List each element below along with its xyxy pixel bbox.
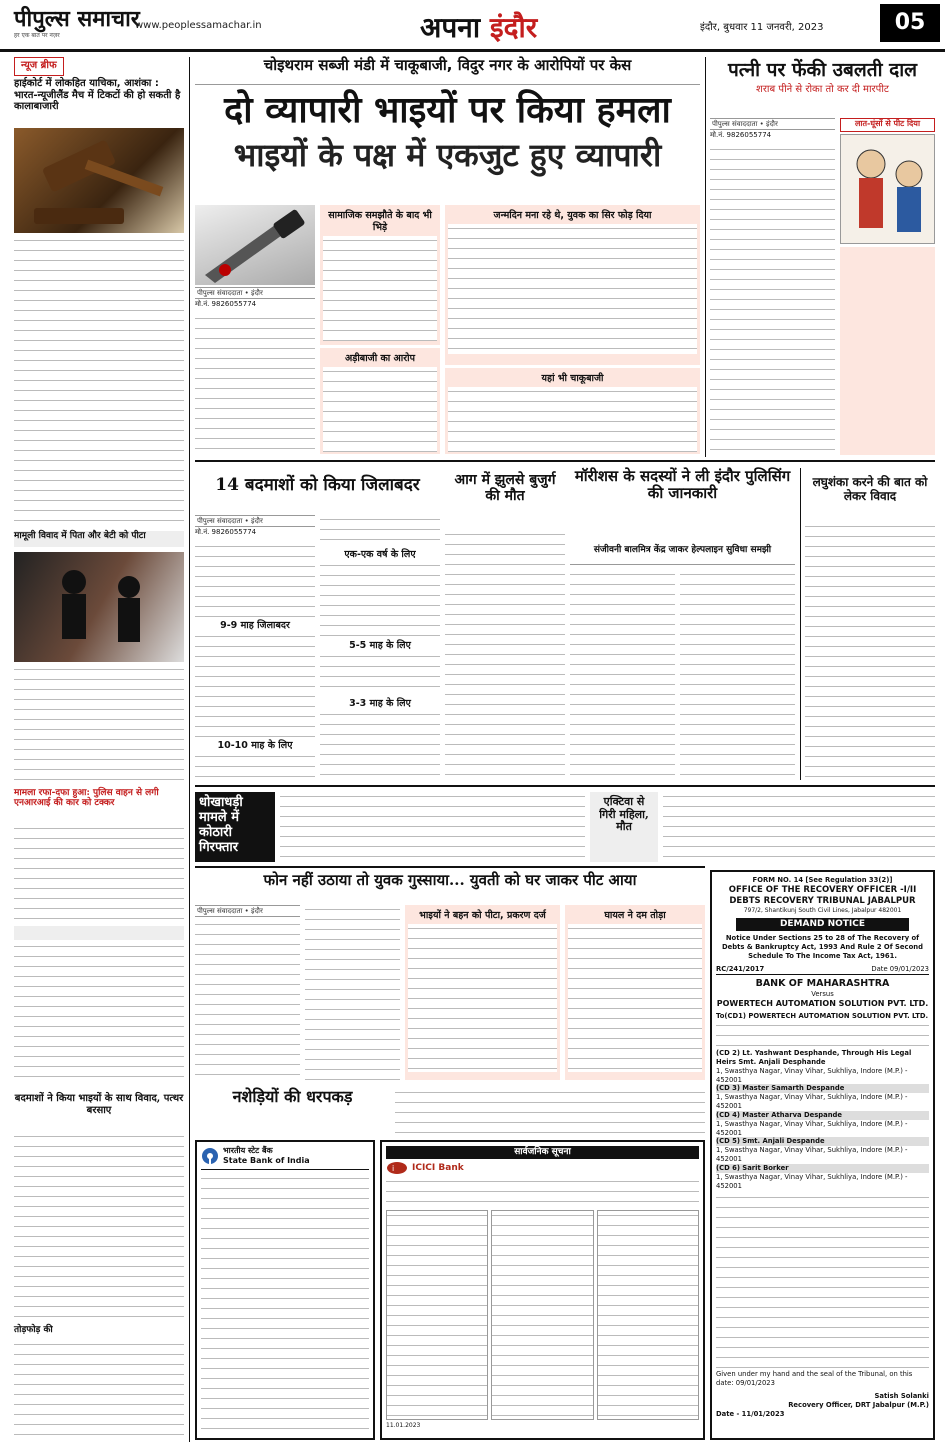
newspaper-logo: पीपुल्स समाचार हर एक बात पर नज़र: [14, 6, 140, 39]
lead-headline: दो व्यापारी भाइयों पर किया हमला भाइयों के पक्ष में एकजुट हुए व्यापारी: [224, 89, 671, 175]
column-rule: [800, 468, 801, 780]
jilabadar-sub-3: 5-5 माह के लिए: [349, 640, 411, 651]
story-kothari-head: धोखाधड़ी मामले में कोठारी गिरफ्तार: [195, 792, 275, 862]
story-fire-head: आग में झुलसे बुजुर्ग की मौत: [454, 472, 556, 505]
story-activa-head: एक्टिवा से गिरी महिला, मौत: [590, 792, 658, 862]
page-number: 05: [880, 4, 940, 42]
brief-body-3: [14, 824, 184, 924]
phone-box-1: भाइयों ने बहन को पीटा, प्रकरण दर्ज: [405, 905, 560, 1080]
knife-icon: [195, 205, 315, 285]
svg-text:i: i: [392, 1164, 395, 1174]
fire-body: [445, 530, 565, 780]
mid-byline: पीपुल्स संवाददाता • इंदौर: [195, 515, 315, 527]
wife-body: [710, 145, 835, 455]
phone-byline: पीपुल्स संवाददाता • इंदौर: [195, 905, 300, 917]
lead-box-2: जन्मदिन मना रहे थे, युवक का सिर फोड़ दिया: [445, 205, 700, 365]
icici-notice: सार्वजनिक सूचना i ICICI Bank 11.01.2023: [380, 1140, 705, 1440]
story-mauritius-head: मॉरीशस के सदस्यों ने ली इंदौर पुलिसिंग की जानकारी: [574, 467, 791, 503]
icici-logo-icon: [386, 1161, 408, 1175]
inner-box-label: [14, 926, 184, 940]
brief-story3-head: मामला रफा-दफा हुआ: पुलिस वाहन से लगी एनआरआई की कार को टक्कर: [14, 788, 159, 809]
wife-story-head: पत्नी पर फेंकी उबलती दाल शराब पीने से रोका तो कर दी मारपीट: [727, 59, 918, 95]
fight-photo: [14, 552, 184, 662]
urination-body: [805, 522, 935, 780]
section-rule: [195, 785, 935, 787]
column-rule: [189, 57, 190, 1442]
column-rule: [705, 57, 706, 457]
gavel-photo: [14, 128, 184, 233]
mauritius-body-2: [680, 570, 795, 780]
jilabadar-sub-1: 9-9 माह जिलाबदर: [220, 620, 290, 631]
dateline: इंदौर, बुधवार 11 जनवरी, 2023: [700, 22, 824, 33]
brief-body-1: [14, 236, 184, 526]
lead-kicker: चोइथराम सब्जी मंडी में चाकूबाजी, विदुर नगर के आरोपियों पर केस: [195, 57, 700, 85]
lead-body-1: [195, 314, 315, 454]
lead-box-3: अड़ीबाजी का आरोप: [320, 348, 440, 454]
wife-byline: पीपुल्स संवाददाता • इंदौर: [710, 118, 835, 130]
knife-photo: [195, 205, 315, 285]
brief-body-4: [14, 942, 184, 1082]
nashedi-body: [395, 1088, 705, 1136]
jilabadar-body-4: [320, 515, 440, 545]
cartoon-text: [840, 247, 935, 455]
brief-body-6: [14, 1340, 184, 1440]
mid-mob: मो.नं. 9826055774: [195, 528, 257, 536]
jilabadar-body-2: [195, 632, 315, 737]
sbi-notice: भारतीय स्टेट बैंक State Bank of India: [195, 1140, 375, 1440]
lead-byline: पीपुल्स संवाददाता • इंदौर: [195, 287, 315, 299]
section-rule: [195, 460, 935, 462]
jilabadar-body-1: [195, 542, 315, 617]
kothari-body: [280, 792, 585, 862]
story-urination-head: लघुशंका करने की बात को लेकर विवाद: [812, 475, 928, 503]
cartoon-icon: [841, 134, 934, 244]
phone-body-1: [195, 920, 300, 1080]
jilabadar-sub-4: 3-3 माह के लिए: [349, 698, 411, 709]
sbi-logo-icon: [201, 1147, 219, 1165]
jilabadar-body-3: [195, 752, 315, 780]
brief-body-5: [14, 1132, 184, 1322]
mauritius-sub: संजीवनी बालमित्र केंद्र जाकर हेल्पलाइन सुविधा समझी: [570, 545, 795, 565]
brief-story2-head: मामूली विवाद में पिता और बेटी को पीटा: [14, 531, 184, 547]
brief-story5-head: तोड़फोड़ की: [14, 1325, 53, 1335]
mauritius-body-1: [570, 570, 675, 780]
cartoon-illustration: [840, 134, 935, 244]
cartoon-caption: लात-घूंसों से पीट दिया: [840, 118, 935, 132]
jilabadar-sub-2: एक-एक वर्ष के लिए: [344, 549, 416, 560]
phone-box-2: घायल ने दम तोड़ा: [565, 905, 705, 1080]
phone-body-2: [305, 905, 400, 1080]
gavel-icon: [14, 128, 184, 233]
wife-mob: मो.नं. 9826055774: [710, 131, 772, 139]
website-url[interactable]: www.peoplessamachar.in: [135, 20, 262, 31]
story-jilabadar-head: 14 बदमाशों को किया जिलाबदर: [215, 475, 420, 495]
recovery-notice: FORM NO. 14 [See Regulation 33(2)] OFFICE OF THE RECOVERY OFFICER -I/II DEBTS RECOVERY TRIBUNAL JABALPUR 797/2, Shantikunj South Civil Lines, Jabalpur 482001 DEMAND NOTICE Notice Under Sections 25 to 28 of The Recovery of Debts & Bankruptcy Act, 1993 And Rule 2 Of Second Schedule To The Income Tax Act, 1961. RC/241/2017 Date 09/01/2023 BANK OF MAHARASHTRA Versus POWERTECH AUTOMATION SOLUTION PVT. LTD. To(CD1) POWERTECH AUTOMATION SOLUTION PVT. LTD. (CD 2) Lt. Yashwant Desphande, Through His Legal Heirs Smt. Anjali Desphande 1, Swasthya Nagar, Vinay Vihar, Sukhliya, Indore (M.P.) - 452001 (CD 3) Master Samarth Despande 1, Swasthya Nagar, Vinay Vihar, Sukhliya, Indore (M.P.) - 452001 (CD 4) Master Atharva Despande 1, Swasthya Nagar, Vinay Vihar, Sukhliya, Indore (M.P.) - 452001 (CD 5) Smt. Anjali Despande 1, Swasthya Nagar, Vinay Vihar, Sukhliya, Indore (M.P.) - 452001 (CD 6) Sarit Borker 1, Swasthya Nagar, Vinay Vihar, Sukhliya, Indore (M.P.) - 452001 Given under my hand and the seal of the Tribunal, on this date: 09/01/2023 Satish Solanki Recovery Officer, DRT Jabalpur (M.P.) Date - 11/01/2023: [710, 870, 935, 1440]
jilabadar-body-5: [320, 561, 440, 636]
section-title: अपना इंदौर: [420, 11, 538, 44]
brief-story4-head: बदमाशों ने किया भाइयों के साथ विवाद, पत्थर बरसाए: [14, 1093, 184, 1116]
lead-box-4: यहां भी चाकूबाजी: [445, 368, 700, 454]
masthead: [0, 0, 945, 52]
lead-box-1: सामाजिक समझौते के बाद भी भिड़े: [320, 205, 440, 345]
jilabadar-sub-5: 10-10 माह के लिए: [217, 740, 293, 751]
lead-mob: मो.नं. 9826055774: [195, 300, 257, 308]
jilabadar-body-6: [320, 652, 440, 694]
story-phone-head: फोन नहीं उठाया तो युवक गुस्साया... युवती को घर जाकर पीट आया: [263, 871, 637, 889]
jilabadar-body-7: [320, 710, 440, 780]
story-nashedi-head: नशेड़ियों की धरपकड़: [232, 1087, 353, 1106]
silhouette-icon: [14, 552, 184, 662]
brief-headline: हाईकोर्ट में लोकहित याचिका, आशंका : भारत-न्यूजीलैंड मैच में टिकटों की हो सकती है कालाबाजारी: [14, 78, 181, 112]
activa-body: [663, 792, 935, 862]
section-rule: [195, 866, 705, 868]
news-brief-label: न्यूज ब्रीफ: [14, 57, 184, 74]
brief-body-2: [14, 665, 184, 785]
